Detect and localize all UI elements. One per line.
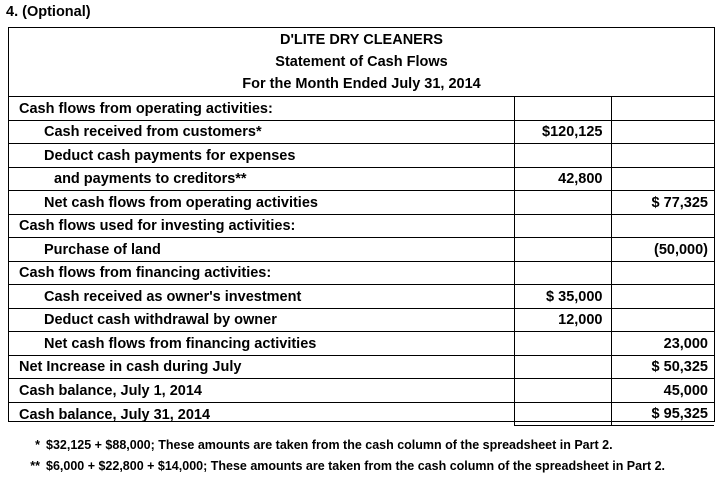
statement-frame — [8, 27, 715, 422]
table-row — [9, 355, 714, 379]
row-amount-col1 — [514, 332, 611, 356]
row-label: Net cash flows from operating activities — [9, 191, 514, 215]
row-label: Deduct cash payments for expenses — [9, 144, 514, 168]
table-row — [9, 379, 714, 403]
row-amount-col1: 12,000 — [514, 308, 611, 332]
row-amount-col1 — [514, 191, 611, 215]
row-label: Net Increase in cash during July — [9, 355, 514, 379]
row-amount-col1 — [514, 144, 611, 168]
statement-period: For the Month Ended July 31, 2014 — [242, 76, 481, 92]
row-label: Cash flows used for investing activities: — [9, 214, 514, 238]
company-name: D'LITE DRY CLEANERS — [280, 32, 443, 48]
row-amount-col2 — [611, 285, 714, 309]
row-label: Cash balance, July 31, 2014 — [9, 402, 514, 426]
table-row — [9, 238, 714, 262]
row-label: Cash flows from financing activities: — [9, 261, 514, 285]
row-amount-col1 — [514, 402, 611, 426]
row-amount-col1: $120,125 — [514, 120, 611, 144]
footnote-mark: * — [35, 438, 40, 452]
table-row — [9, 144, 714, 168]
table-row — [9, 214, 714, 238]
row-amount-col2 — [611, 261, 714, 285]
row-amount-col2 — [611, 167, 714, 191]
row-label: Cash received as owner's investment — [9, 285, 514, 309]
row-amount-col1 — [514, 238, 611, 262]
statement-title: Statement of Cash Flows — [275, 54, 448, 70]
row-amount-col1 — [514, 214, 611, 238]
row-label: Net cash flows from financing activities — [9, 332, 514, 356]
row-amount-col2: (50,000) — [611, 238, 714, 262]
row-amount-col2: $ 77,325 — [611, 191, 714, 215]
table-row — [9, 120, 714, 144]
cash-flow-table — [9, 96, 714, 426]
row-amount-col2 — [611, 144, 714, 168]
row-label: Deduct cash withdrawal by owner — [9, 308, 514, 332]
row-amount-col1: 42,800 — [514, 167, 611, 191]
table-row — [9, 191, 714, 215]
table-row — [9, 332, 714, 356]
row-label: and payments to creditors** — [9, 167, 514, 191]
row-label: Cash balance, July 1, 2014 — [9, 379, 514, 403]
row-label: Purchase of land — [9, 238, 514, 262]
table-row — [9, 167, 714, 191]
row-amount-col2: 23,000 — [611, 332, 714, 356]
footnote-mark: ** — [30, 459, 40, 473]
footnote — [26, 438, 613, 452]
table-row — [9, 285, 714, 309]
footnote-text: $6,000 + $22,800 + $14,000; These amounts are taken from the cash column of the spreadsheet in Part 2. — [46, 459, 666, 473]
table-row — [9, 97, 714, 121]
table-row — [9, 402, 714, 426]
row-amount-col1 — [514, 355, 611, 379]
row-label: Cash received from customers* — [9, 120, 514, 144]
row-amount-col1: $ 35,000 — [514, 285, 611, 309]
row-amount-col2: $ 50,325 — [611, 355, 714, 379]
footnote-text: $32,125 + $88,000; These amounts are taken from the cash column of the spreadsheet in Part 2. — [46, 438, 613, 452]
row-amount-col2 — [611, 308, 714, 332]
row-amount-col2 — [611, 214, 714, 238]
table-row — [9, 261, 714, 285]
table-row — [9, 308, 714, 332]
row-label: Cash flows from operating activities: — [9, 97, 514, 121]
row-amount-col2 — [611, 97, 714, 121]
row-amount-col2: $ 95,325 — [611, 402, 714, 426]
question-label: 4. (Optional) — [6, 4, 91, 20]
row-amount-col2 — [611, 120, 714, 144]
row-amount-col1 — [514, 97, 611, 121]
row-amount-col1 — [514, 261, 611, 285]
row-amount-col2: 45,000 — [611, 379, 714, 403]
row-amount-col1 — [514, 379, 611, 403]
footnote — [26, 459, 665, 473]
